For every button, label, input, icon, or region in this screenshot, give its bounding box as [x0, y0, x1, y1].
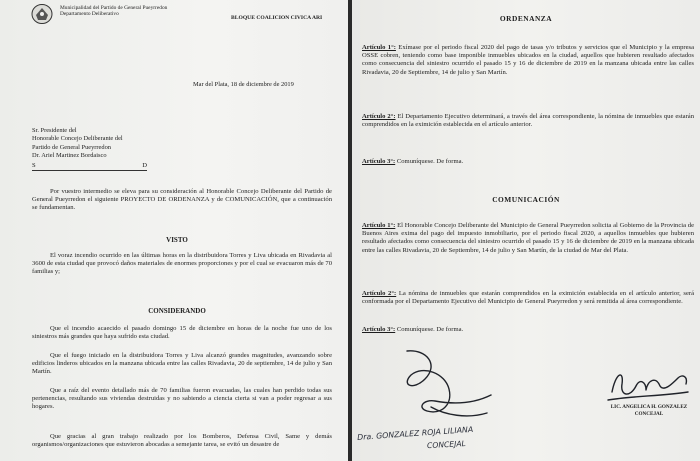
ordenanza-heading: ORDENANZA	[499, 14, 553, 23]
addressee-line: Dr. Ariel Martinez Bordaisco	[32, 152, 107, 160]
comunicacion-heading: COMUNICACIÓN	[492, 195, 560, 204]
signature-right-role: CONCEJAL	[634, 411, 664, 417]
addressee-line: Partido de General Pueyrredon	[32, 143, 111, 151]
article-text: El Honorable Concejo Deliberante del Municipio de General Pueyrredon solicita al Gobierno de la Provincia de Buenos Aires exima del pago del impuesto inmobiliario, por el periodo fiscal 2020, a aquellos inmuebles que hubieren resultado afectados como consecuencia del siniestro ocurrido el pasado 15 y 16 de diciembre de 2019 en la manzana ubicada entre las calles Rivadavia, 20 de Septiembre, 14 de julio y San Martín, de la ciudad de Mar del Plata.	[362, 222, 694, 254]
document-date: Mar del Plata, 18 de diciembre de 2019	[193, 81, 294, 88]
visto-heading: VISTO	[166, 236, 188, 244]
article-label: Artículo 3°:	[362, 326, 396, 333]
signature-left-role: CONCEJAL	[426, 439, 466, 451]
article-label: Artículo 2°:	[362, 113, 396, 120]
municipality-name: Municipalidad del Partido de General Pueyrredon	[60, 5, 168, 11]
article-text: Exímase por el periodo fiscal 2020 del pago de tasas y/o tributos y servicios que el Municipio y la empresa OSSE cobren, teniendo como base imponible inmuebles ubicados en la ciudad, aquellos que hubieren resultado afectados como consecuencia del siniestro ocurrido el pasado 15 y 16 de diciembre de 2019 en la manzana ubicada entre las calles Rivadavia, 20 de Septiembre, 14 de julio y San Martín.	[362, 44, 695, 76]
bloque-label: BLOQUE COALICION CIVICA ARI	[231, 15, 323, 21]
ordenanza-article-2	[362, 113, 694, 129]
article-label: Artículo 1°:	[362, 44, 396, 51]
ordenanza-article-3	[362, 158, 694, 166]
article-text: Comuníquese. De forma.	[395, 326, 464, 333]
signature-right-scribble	[602, 362, 692, 406]
article-text: Comuníquese. De forma.	[395, 158, 464, 165]
comunicacion-article-1	[362, 222, 694, 255]
intro-paragraph: Por vuestro intermedio se eleva para su consideración al Honorable Concejo Deliberante del Partido de General Pueyrredon el siguiente PROYECTO DE ORDENANZA y de COMUNICACIÓN, que a continuación se fundamentan.	[32, 188, 332, 212]
comunicacion-article-2	[362, 290, 694, 306]
municipality-header	[60, 5, 220, 17]
considerando-paragraph: Que a raíz del evento detallado más de 70 familias fueron evacuadas, las cuales han perdido todas sus pertenencias, resultando sus viviendas destruidas y no sabiendo a ciencia cierta si van a poder regresar a sus hogares.	[32, 387, 332, 411]
considerando-paragraph: Que gracias al gran trabajo realizado por los Bomberos, Defensa Civil, Same y demás organismos/organizaciones que estuvieron abocadas a semejante tarea, se evitó un desastre de	[32, 433, 332, 449]
considerando-heading: CONSIDERANDO	[148, 307, 206, 315]
right-page	[352, 0, 700, 461]
left-page	[0, 0, 348, 461]
article-text: El Departamento Ejecutivo determinará, a través del área correspondiente, la nómina de inmuebles que estarán comprendidos en la eximición establecida en el artículo anterior.	[362, 113, 694, 129]
article-label: Artículo 1°:	[362, 222, 396, 229]
addressee-line: Honorable Concejo Deliberante del	[32, 135, 123, 143]
sd-d: D	[142, 162, 147, 169]
article-label: Artículo 2°:	[362, 290, 397, 297]
addressee-block	[32, 127, 232, 161]
article-label: Artículo 3°:	[362, 158, 396, 165]
signature-right-name: LIC. ANGELICA H. GONZALEZ	[610, 404, 688, 410]
addressee-line: Sr. Presidente del	[32, 127, 77, 134]
signature-left-scribble	[387, 345, 527, 425]
considerando-paragraph: Que el incendio acaecido el pasado domingo 15 de diciembre en horas de la noche fue uno de los siniestros más grandes que haya sufrido esta ciudad.	[32, 325, 332, 341]
ordenanza-article-1	[362, 44, 694, 77]
municipal-seal-icon	[30, 3, 54, 25]
sd-line	[32, 162, 147, 171]
sd-s: S	[32, 162, 36, 169]
comunicacion-article-3	[362, 326, 694, 334]
signature-left-name: Dra. GONZALEZ ROJA LILIANA	[356, 424, 474, 442]
visto-paragraph: El voraz incendio ocurrido en las últimas horas en la distribuidora Torres y Liva ubicada en Rivadavia al 3600 de esta ciudad que provocó daños materiales de enormes proporciones y por el cual se evacuaron más de 70 familias y;	[32, 252, 332, 276]
department-name: Departamento Deliberativo	[60, 11, 119, 18]
article-text: La nómina de inmuebles que estarán comprendidos en la eximición establecida en el artículo anterior, será conformada por el Departamento Ejecutivo del Municipio de General Pueyrredon y será remitida al área correspondiente.	[362, 290, 695, 306]
considerando-paragraph: Que el fuego iniciado en la distribuidora Torres y Liva alcanzó grandes magnitudes, avanzando sobre edificios linderos ubicados en la manzana ubicada entre las calles Rivadavia, 20 de septiembre, 14 de julio y San Martín.	[32, 352, 332, 376]
